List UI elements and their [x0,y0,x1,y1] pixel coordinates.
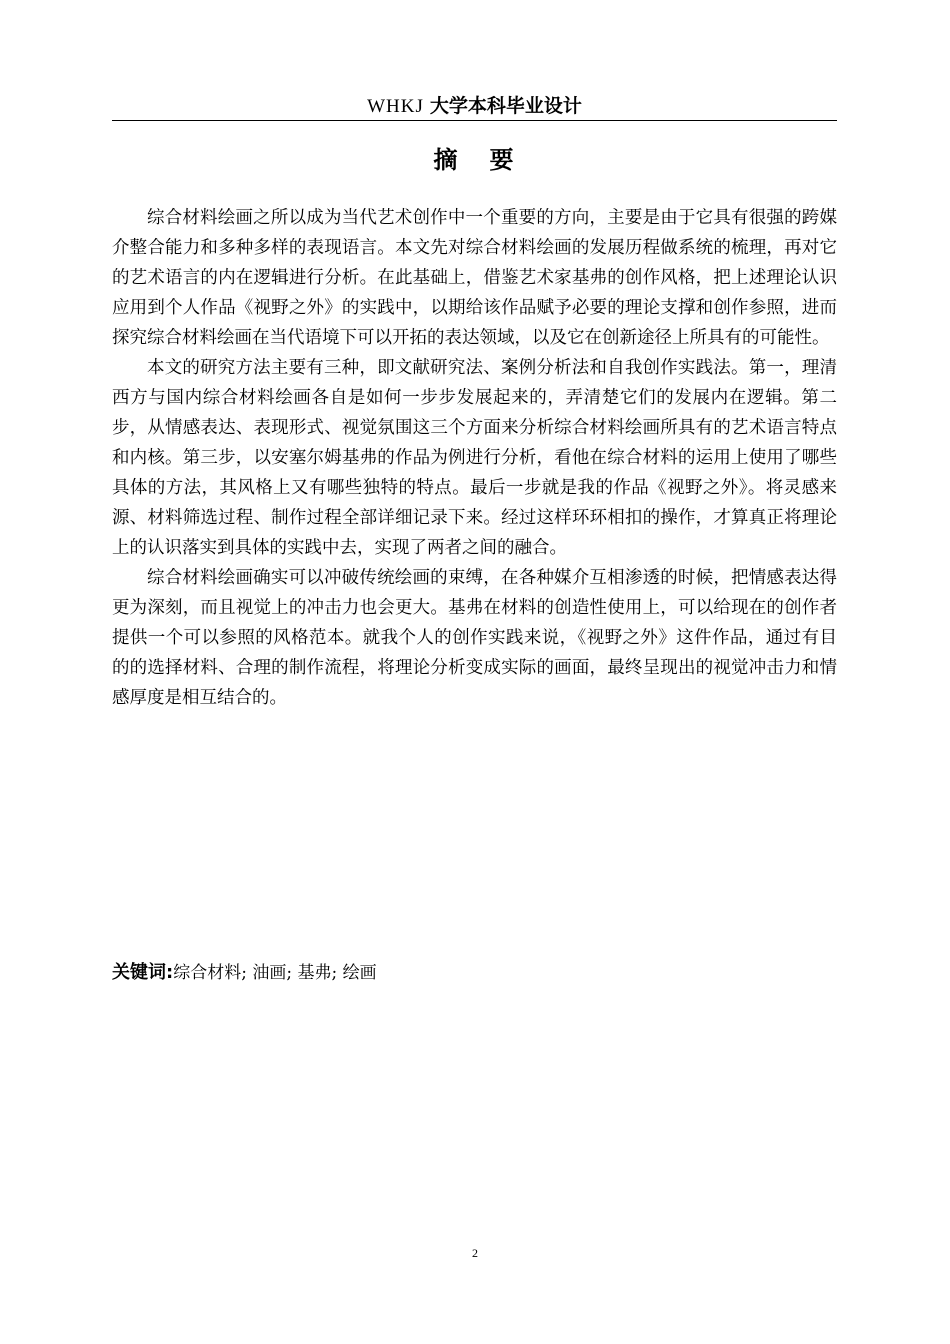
paragraph-2: 本文的研究方法主要有三种，即文献研究法、案例分析法和自我创作实践法。第一，理清西方与国内综合材料绘画各自是如何一步步发展起来的，弄清楚它们的发展内在逻辑。第二步，从情感表达、表现形式、视觉氛围这三个方面来分析综合材料绘画所具有的艺术语言特点和内核。第三步，以安塞尔姆基弗的作品为例进行分析，看他在综合材料的运用上使用了哪些具体的方法，其风格上又有哪些独特的特点。最后一步就是我的作品《视野之外》。将灵感来源、材料筛选过程、制作过程全部详细记录下来。经过这样环环相扣的操作，才算真正将理论上的认识落实到具体的实践中去，实现了两者之间的融合。 [112,358,837,558]
title-char-2: 要 [489,146,516,174]
keywords-text: 综合材料; 油画; 基弗; 绘画 [173,963,377,983]
header-cjk: 大学本科毕业设计 [429,95,582,117]
header-latin: WHKJ [367,96,424,117]
page-header [112,92,837,121]
page-number: 2 [472,1246,478,1260]
paragraph-3: 综合材料绘画确实可以冲破传统绘画的束缚，在各种媒介互相渗透的时候，把情感表达得更为深刻，而且视觉上的冲击力也会更大。基弗在材料的创造性使用上，可以给现在的创作者提供一个可以参照的风格范本。就我个人的创作实践来说，《视野之外》这件作品，通过有目的的选择材料、合理的制作流程，将理论分析变成实际的画面，最终呈现出的视觉冲击力和情感厚度是相互结合的。 [112,568,837,708]
abstract-body [112,203,837,713]
keywords-line [112,958,837,988]
title-char-1: 摘 [433,146,460,174]
paragraph-1: 综合材料绘画之所以成为当代艺术创作中一个重要的方向，主要是由于它具有很强的跨媒介整合能力和多种多样的表现语言。本文先对综合材料绘画的发展历程做系统的梳理，再对它的艺术语言的内在逻辑进行分析。在此基础上，借鉴艺术家基弗的创作风格，把上述理论认识应用到个人作品《视野之外》的实践中，以期给该作品赋予必要的理论支撑和创作参照，进而探究综合材料绘画在当代语境下可以开拓的表达领域，以及它在创新途径上所具有的可能性。 [112,208,837,348]
header-title [367,95,582,117]
keywords-label: 关键词: [112,962,174,983]
abstract-title [112,140,837,175]
